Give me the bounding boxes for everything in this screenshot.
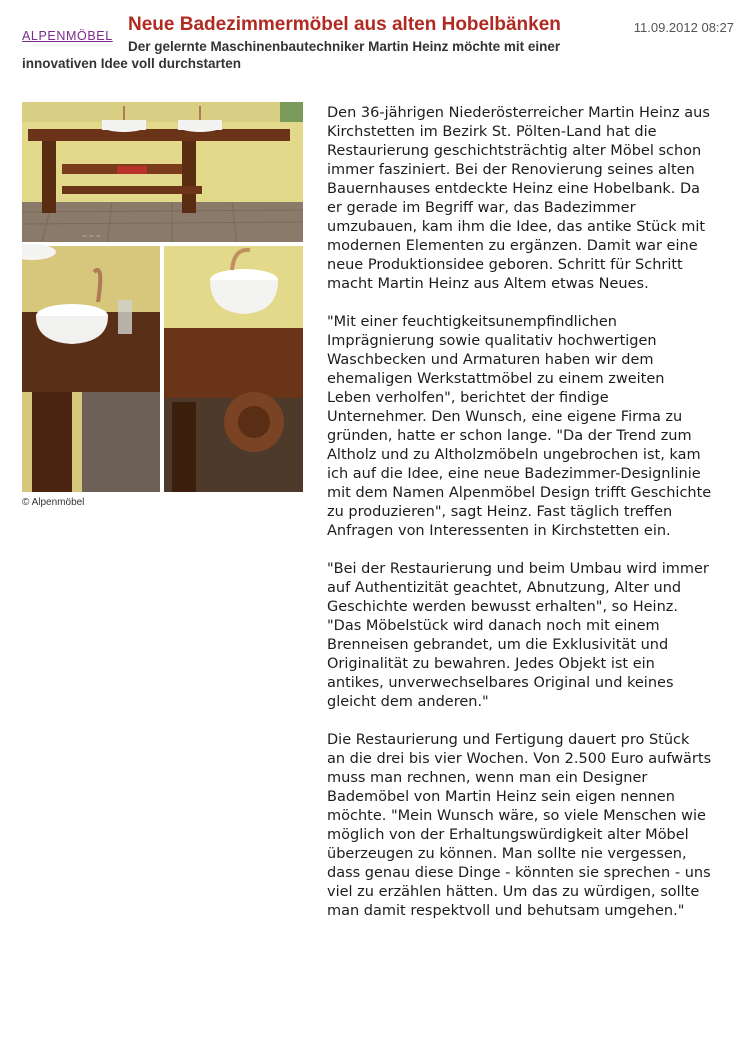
article-subtitle — [22, 38, 602, 72]
publish-date: 11.09.2012 08:27 — [633, 20, 734, 35]
article-paragraph: Den 36-jährigen Niederösterreicher Martin Heinz aus Kirchstetten im Bezirk St. Pölten-Land hat die Restaurierung geschichtsträchtig alter Möbel schon immer fasziniert. Bei der Renovierung seines alten Bauernhauses entdeckte Heinz eine Hobelbank. Da er gerade im Begriff war, das Badezimmer umzubauen, kam ihm die Idee, das antike Stück mit modernen Elementen zu ergänzen. Damit war eine neue Produktionsidee geboren. Schritt für Schritt macht Martin Heinz aus Altem etwas Neues. — [327, 105, 710, 292]
article-paragraph: "Bei der Restaurierung und beim Umbau wird immer auf Authentizität geachtet, Abnutzung, Alter und Geschichte werden bewusst erhalten", so Heinz. "Das Möbelstück wird danach noch mit einem Brenneisen gebrandet, um die Exklusivität und Originalität zu bewahren. Jedes Objekt ist ein antikes, unverwechselbares Original und keines gleicht dem anderen." — [327, 561, 709, 710]
bathroom-furniture-photo — [22, 102, 303, 492]
photo-credit: © Alpenmöbel — [22, 497, 85, 508]
subtitle-text: Der gelernte Maschinenbautechniker Martin Heinz möchte mit einer innovativen Idee voll durchstarten — [22, 39, 561, 71]
article-body — [327, 104, 712, 940]
article-paragraph: "Mit einer feuchtigkeitsunempfindlichen Imprägnierung sowie qualitativ hochwertigen Waschbecken und Armaturen haben wir dem ehemaligen Werkstattmöbel zu einem zweiten Leben verholfen", berichtet der findige Unternehmer. Den Wunsch, eine eigene Firma zu gründen, hatte er schon lange. "Da der Trend zum Altholz und zu Altholzmöbeln ungebrochen ist, kam ich auf die Idee, eine neue Badezimmer-Designlinie mit dem Namen Alpenmöbel Design trifft Geschichte zu produzieren", sagt Heinz. Fast täglich treffen Anfragen von Interessenten in Kirchstetten ein. — [327, 314, 712, 539]
source-tag-link[interactable]: ALPENMÖBEL — [22, 29, 113, 43]
svg-text:~ ~ ~: ~ ~ ~ — [82, 233, 101, 240]
article-paragraph: Die Restaurierung und Fertigung dauert pro Stück an die drei bis vier Wochen. Von 2.500 Euro aufwärts muss man rechnen, wenn man ein Designer Bademöbel von Martin Heinz sein eigen nennen möchte. "Mein Wunsch wäre, so viele Menschen wie möglich von der Erhaltungswürdigkeit alter Möbel überzeugen zu können. Man sollte nie vergessen, dass genau diese Dinge - könnten sie sprechen - uns viel zu erzählen hätten. Um das zu würdigen, sollte man damit respektvoll und behutsam umgehen." — [327, 732, 712, 919]
article-photo-collage — [22, 102, 303, 492]
article-title: Neue Badezimmermöbel aus alten Hobelbänken — [128, 14, 561, 35]
article-header — [0, 0, 748, 80]
